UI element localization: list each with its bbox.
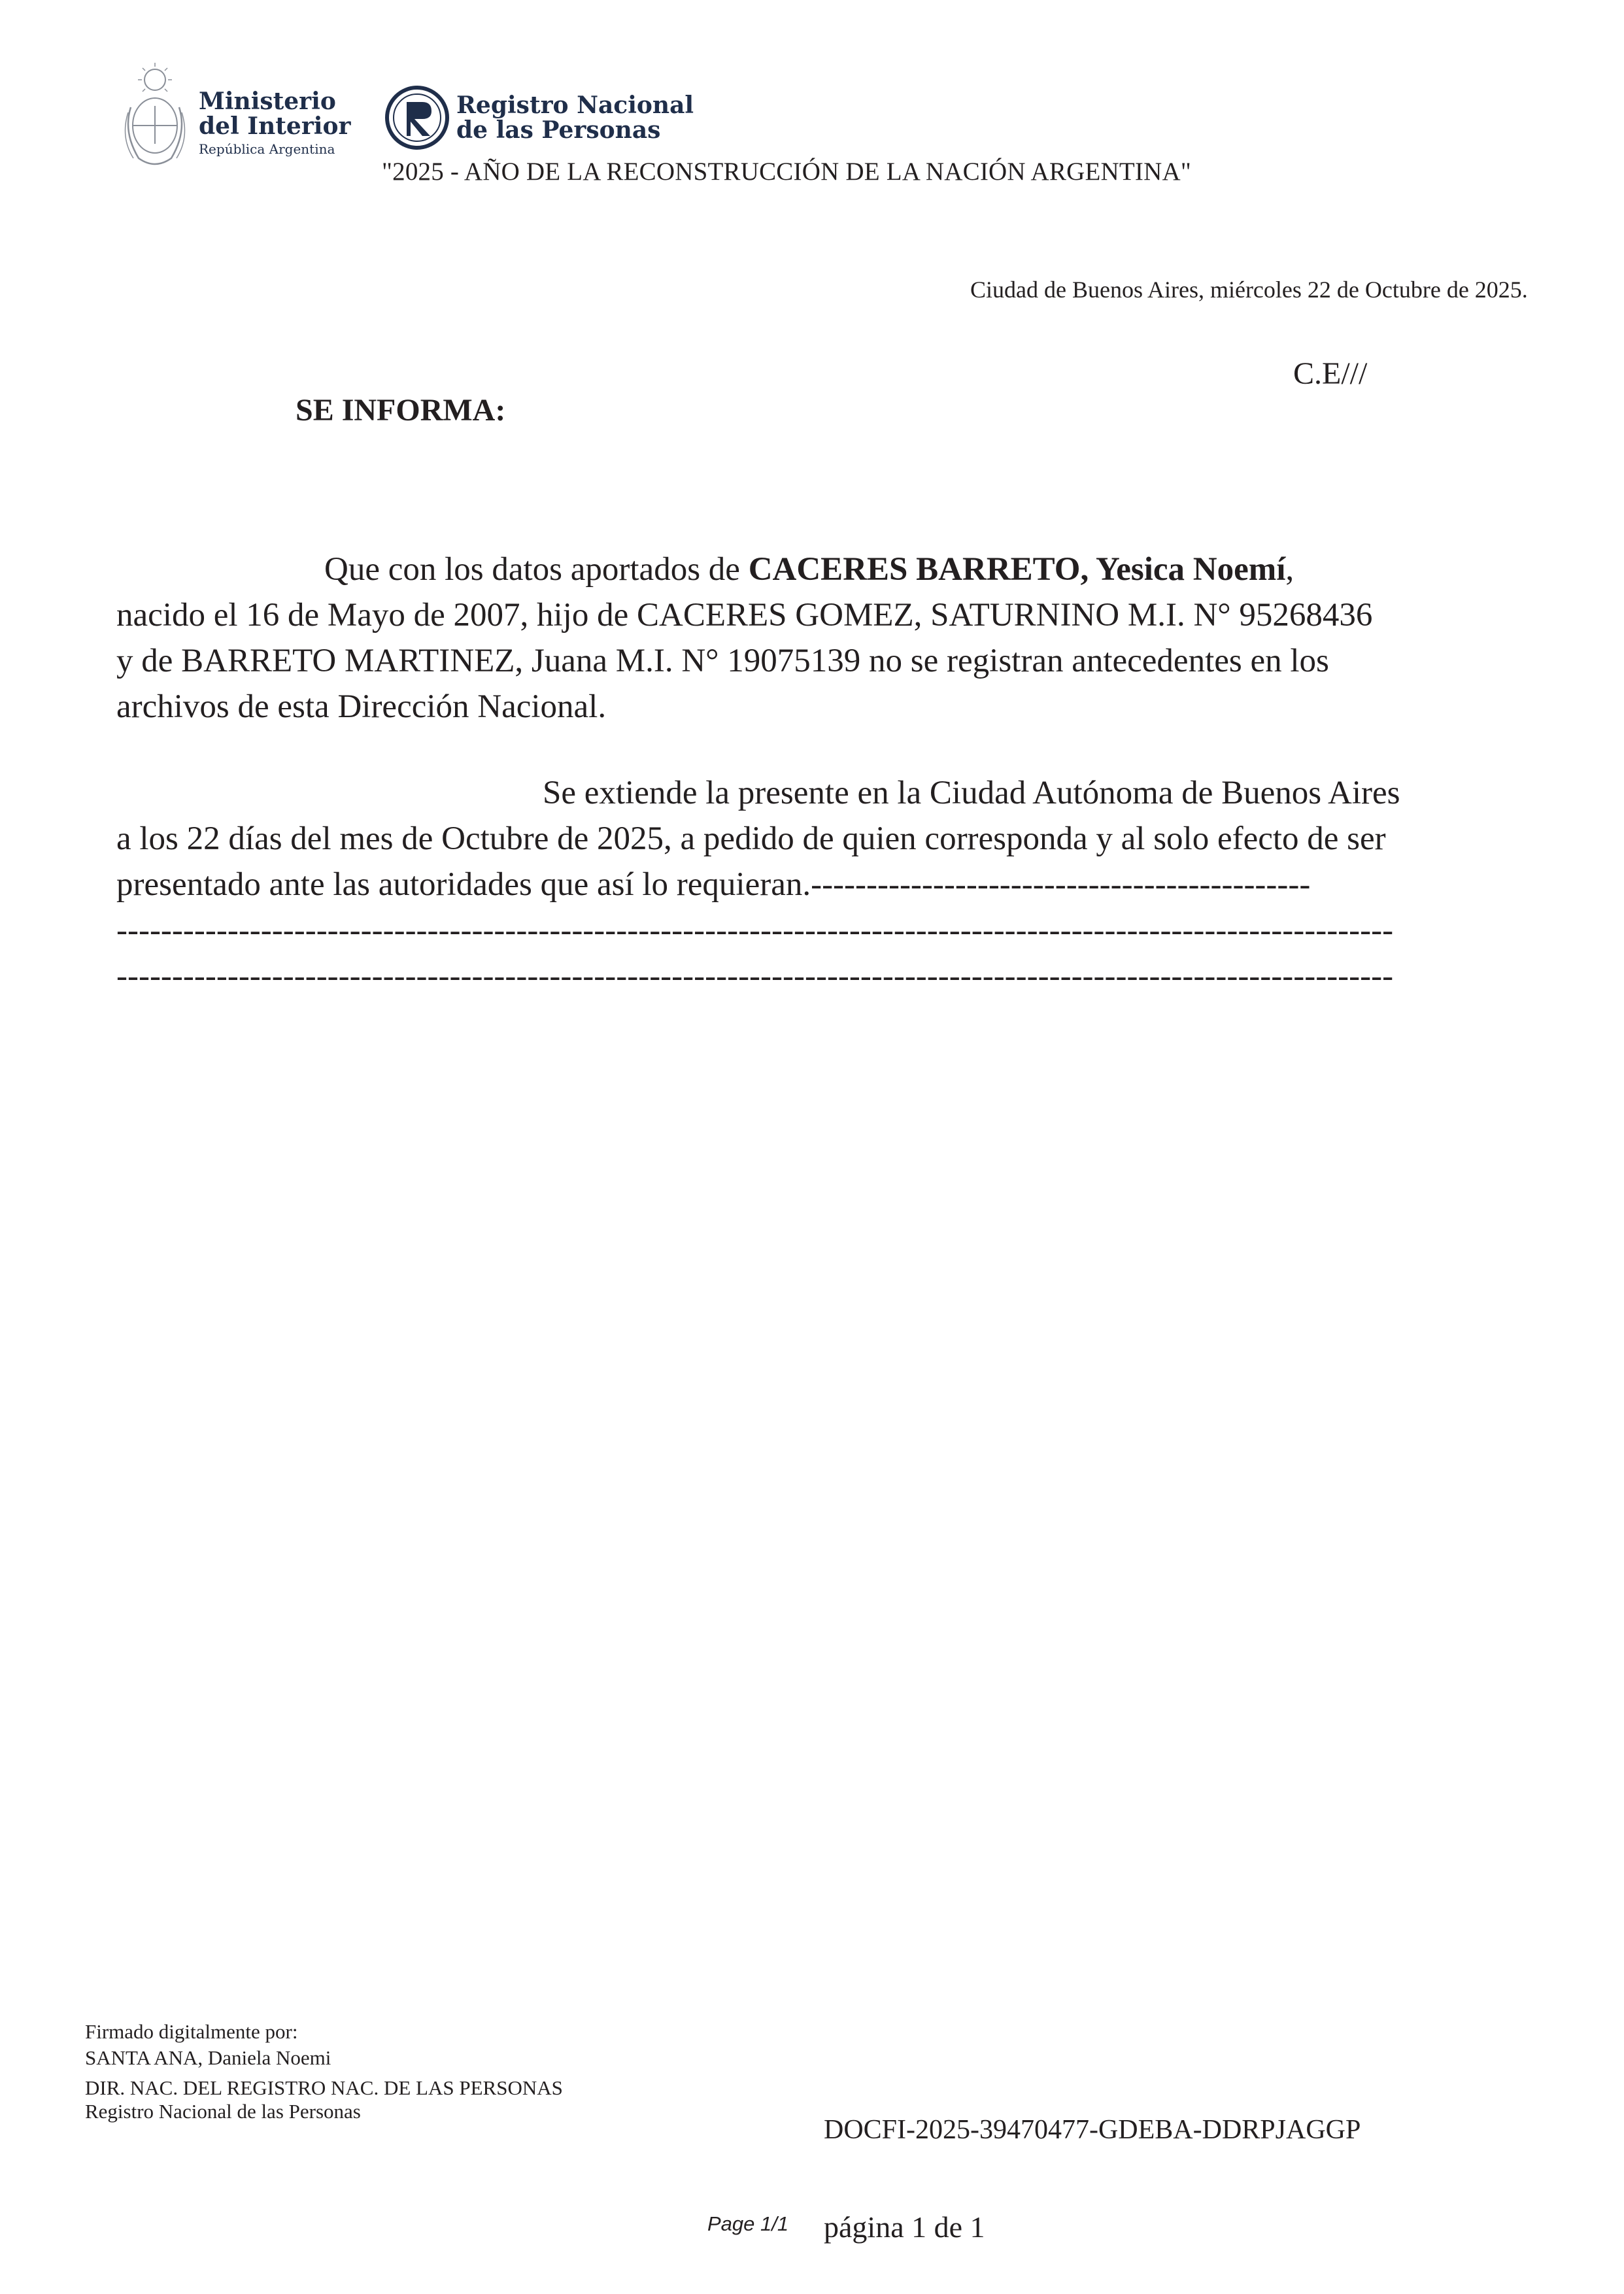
reference-code: C.E/// xyxy=(1293,356,1368,391)
subject-name: CACERES BARRETO, Yesica Noemí xyxy=(748,551,1286,588)
ministerio-logo xyxy=(119,60,351,178)
paragraph1-line4: archivos de esta Dirección Nacional. xyxy=(116,688,607,725)
renaper-line1: Registro Nacional xyxy=(456,92,694,119)
paragraph1-line1-suffix: , xyxy=(1285,551,1294,588)
dash-filler-line: ------------------------------------------------------------------------------------------------------------------- xyxy=(116,958,1394,994)
page-marker-small: Page 1/1 xyxy=(707,2212,789,2235)
signature-label: Firmado digitalmente por: xyxy=(85,2020,298,2043)
signer-organization: Registro Nacional de las Personas xyxy=(85,2100,361,2123)
ministerio-line3: República Argentina xyxy=(199,141,335,157)
year-motto: "2025 - AÑO DE LA RECONSTRUCCIÓN DE LA NACIÓN ARGENTINA" xyxy=(382,158,1191,186)
national-coat-of-arms-icon xyxy=(119,60,191,171)
renaper-logo xyxy=(384,77,694,162)
paragraph1-line2: nacido el 16 de Mayo de 2007, hijo de CACERES GOMEZ, SATURNINO M.I. N° 95268436 xyxy=(116,597,1373,633)
paragraph2-line3: presentado ante las autoridades que así lo requieran.--------------------------------------------- xyxy=(116,866,1311,903)
date-line: Ciudad de Buenos Aires, miércoles 22 de Octubre de 2025. xyxy=(970,277,1528,303)
ministerio-line2: del Interior xyxy=(199,112,351,140)
renaper-emblem-icon xyxy=(384,77,450,158)
signer-position: DIR. NAC. DEL REGISTRO NAC. DE LAS PERSONAS xyxy=(85,2076,563,2099)
document-id: DOCFI-2025-39470477-GDEBA-DDRPJAGGP xyxy=(824,2115,1361,2145)
paragraph1-prefix: Que con los datos aportados de xyxy=(324,551,749,588)
paragraph2-line2: a los 22 días del mes de Octubre de 2025, a pedido de quien corresponda y al solo efecto de ser xyxy=(116,820,1386,857)
renaper-line2: de las Personas xyxy=(456,116,661,144)
signer-name: SANTA ANA, Daniela Noemi xyxy=(85,2046,331,2069)
page-marker: página 1 de 1 xyxy=(824,2210,985,2244)
paragraph1-line3: y de BARRETO MARTINEZ, Juana M.I. N° 19075139 no se registran antecedentes en los xyxy=(116,643,1329,679)
dash-filler-line: ------------------------------------------------------------------------------------------------------------------- xyxy=(116,912,1394,949)
heading-se-informa: SE INFORMA: xyxy=(296,393,506,428)
paragraph2-line1: Se extiende la presente en la Ciudad Autónoma de Buenos Aires xyxy=(543,775,1400,811)
ministerio-line1: Ministerio xyxy=(199,88,336,115)
paragraph1-line1 xyxy=(324,547,1294,592)
